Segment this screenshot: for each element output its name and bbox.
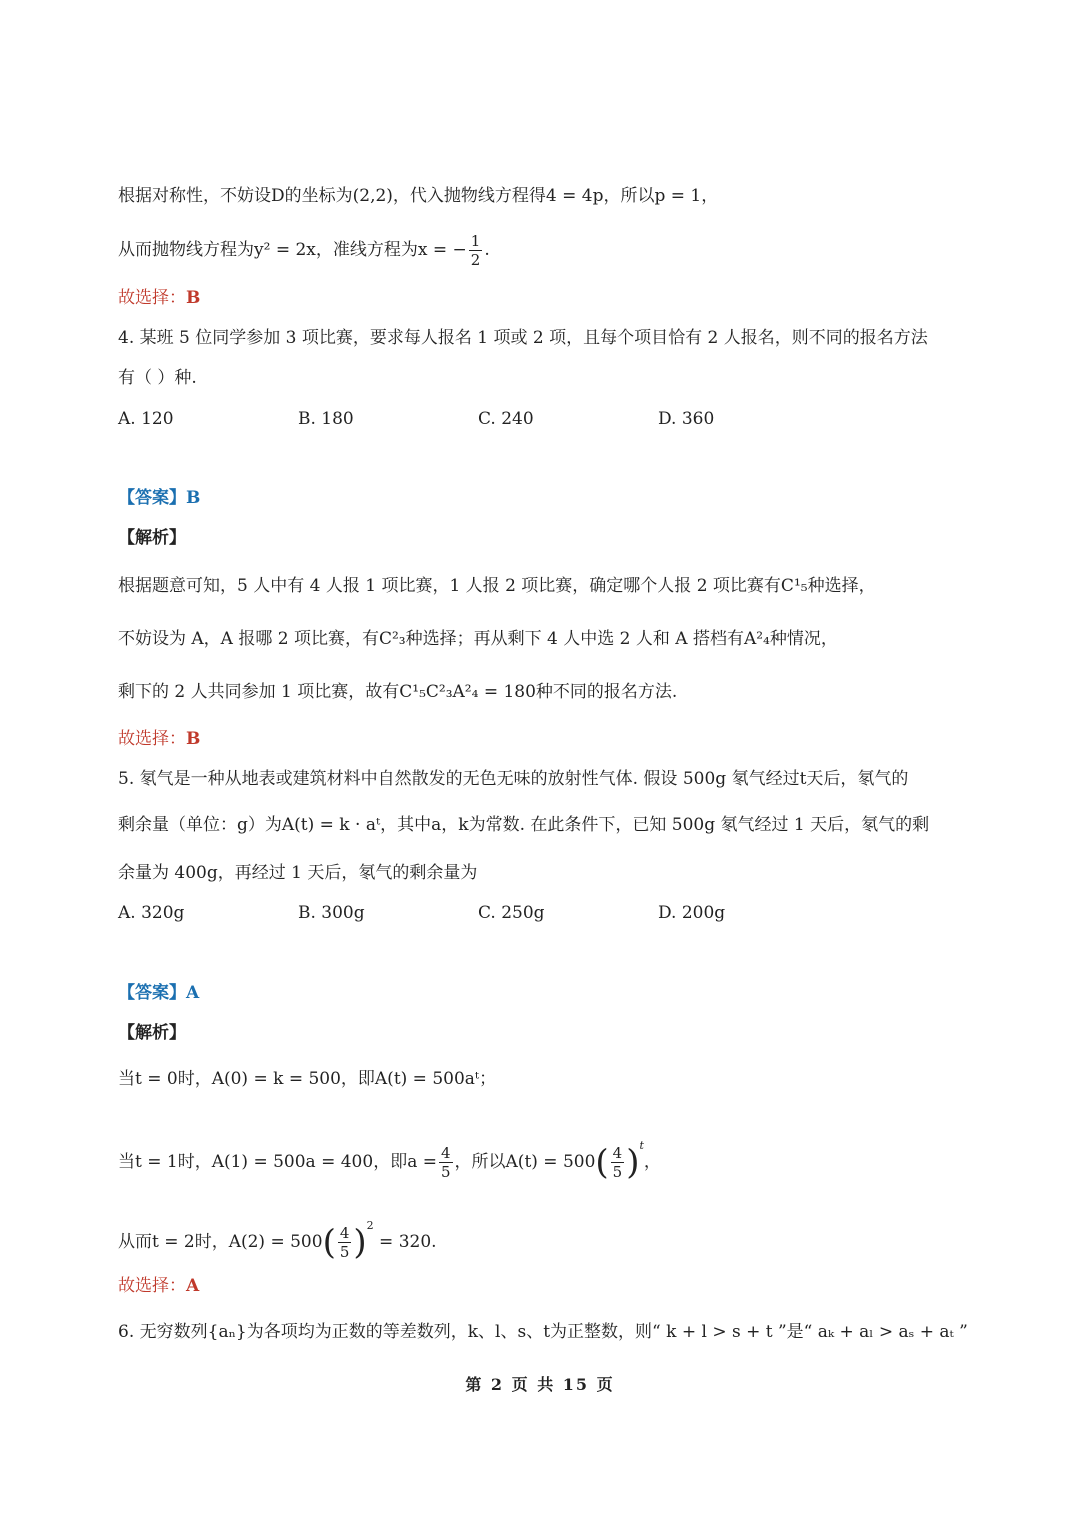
q5-option-b: B. 300g	[298, 903, 365, 923]
q6-stem-line-1: 6. 无穷数列{aₙ}为各项均为正数的等差数列，k、l、s、t为正整数，则“ k + l > s + t ”是“ aₖ + aₗ > aₛ + aₜ ”	[118, 1322, 968, 1342]
q5-analysis-line-1: 当t = 0时，A(0) = k = 500，即A(t) = 500aᵗ；	[118, 1069, 497, 1089]
q4-answer: 【答案】B	[118, 488, 201, 508]
fraction: $\frac{1}{2}$	[470, 232, 481, 269]
q5-option-d: D. 200g	[658, 903, 726, 923]
q4-option-c: C. 240	[478, 409, 534, 429]
q4-analysis-line-1: 根据题意可知，5 人中有 4 人报 1 项比赛，1 人报 2 项比赛，确定哪个人报 2 项比赛有C¹₅种选择，	[118, 576, 876, 596]
q4-analysis-label: 【解析】	[118, 528, 186, 548]
q5-stem-line-2: 剩余量（单位：g）为A(t) = k · aᵗ，其中a，k为常数. 在此条件下，已知 500g 氡气经过 1 天后，氡气的剩	[118, 815, 930, 835]
q4-option-d: D. 360	[658, 409, 715, 429]
q5-stem-line-3: 余量为 400g，再经过 1 天后，氡气的剩余量为	[118, 863, 478, 883]
q5-option-c: C. 250g	[478, 903, 545, 923]
q5-answer: 【答案】A	[118, 983, 200, 1003]
fraction: $\frac{4}{5}$	[440, 1144, 451, 1181]
q5-analysis-line-2: 当t = 1时，A(1) = 500a = 400，即a = $\frac{4}{5}$ ，所以A(t) = 500( $\frac{4}{5}$ )$^t$，	[118, 1139, 661, 1183]
q4-choice: 故选择：B	[118, 729, 201, 749]
q5-analysis-label: 【解析】	[118, 1023, 186, 1043]
q4-stem-line-2: 有（ ）种.	[118, 368, 197, 388]
q5-option-a: A. 320g	[118, 903, 185, 923]
q4-option-b: B. 180	[298, 409, 354, 429]
q5-analysis-line-3: 从而t = 2时，A(2) = 500( $\frac{4}{5}$ )$^2$ = 320.	[118, 1219, 437, 1263]
prev-solution-line-2: 从而抛物线方程为y² = 2x，准线方程为x = − $\frac{1}{2}$ .	[118, 232, 490, 269]
q4-analysis-line-3: 剩下的 2 人共同参加 1 项比赛，故有C¹₅C²₃A²₄ = 180种不同的报名方法.	[118, 682, 678, 702]
q4-option-a: A. 120	[118, 409, 174, 429]
q5-stem-line-1: 5. 氡气是一种从地表或建筑材料中自然散发的无色无味的放射性气体. 假设 500g 氡气经过t天后，氡气的	[118, 769, 909, 789]
prev-choice: 故选择：B	[118, 288, 201, 308]
fraction: $\frac{4}{5}$	[612, 1144, 623, 1181]
fraction: $\frac{4}{5}$	[339, 1224, 350, 1261]
q4-analysis-line-2: 不妨设为 A，A 报哪 2 项比赛，有C²₃种选择；再从剩下 4 人中选 2 人和 A 搭档有A²₄种情况，	[118, 629, 838, 649]
page-footer: 第 2 页 共 15 页	[465, 1375, 615, 1394]
prev-solution-line-1: 根据对称性，不妨设D的坐标为(2,2)，代入抛物线方程得4 = 4p，所以p = 1，	[118, 186, 719, 206]
q4-stem-line-1: 4. 某班 5 位同学参加 3 项比赛，要求每人报名 1 项或 2 项，且每个项目恰有 2 人报名，则不同的报名方法	[118, 328, 928, 348]
q5-choice: 故选择：A	[118, 1276, 200, 1296]
